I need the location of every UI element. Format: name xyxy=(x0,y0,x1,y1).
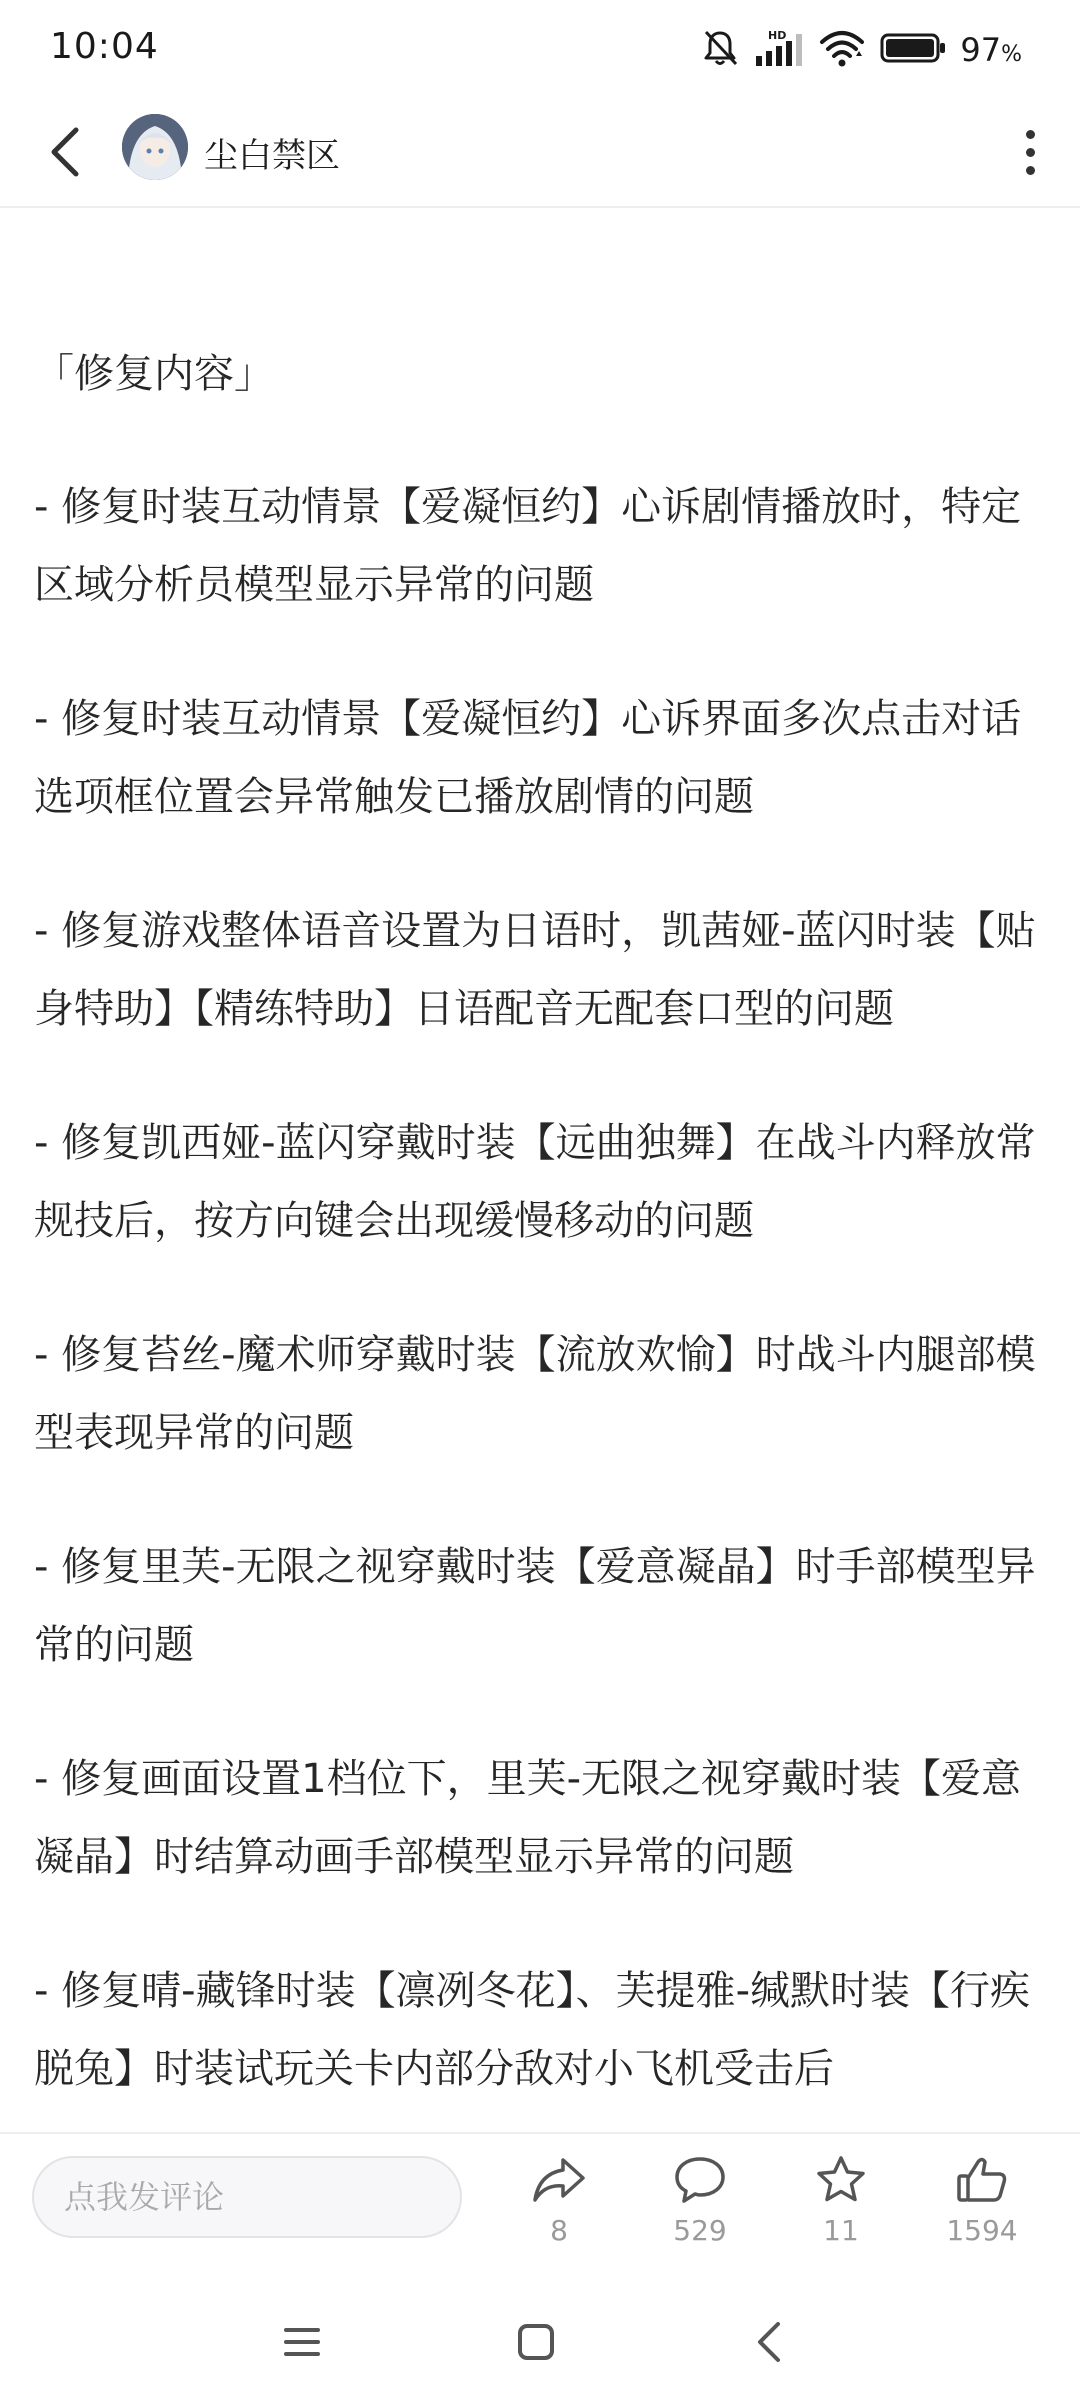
section-title: 「修复内容」 xyxy=(34,351,274,397)
article-paragraph: - 修复凯西娅-蓝闪穿戴时装【远曲独舞】在战斗内释放常规技后，按方向键会出现缓慢移动的问题 xyxy=(34,1120,1036,1244)
more-vertical-icon-dot xyxy=(1026,166,1035,175)
like-button[interactable] xyxy=(922,2154,1042,2247)
author-name[interactable]: 尘白禁区 xyxy=(204,136,340,176)
comment-button[interactable] xyxy=(640,2154,760,2247)
battery-percent-unit: % xyxy=(1001,42,1022,67)
cellular-signal-icon xyxy=(754,28,804,72)
article-content xyxy=(34,206,1054,2132)
share-count: 8 xyxy=(550,2214,568,2247)
article-paragraph: - 修复苔丝-魔术师穿戴时装【流放欢愉】时战斗内腿部模型表现异常的问题 xyxy=(34,1332,1036,1456)
chevron-left-icon xyxy=(46,124,86,180)
article-paragraph: - 修复时装互动情景【爱凝恒约】心诉界面多次点击对话选项框位置会异常触发已播放剧情的问题 xyxy=(34,696,1022,820)
battery-percent-value: 97 xyxy=(960,31,1002,69)
nav-menu-button[interactable] xyxy=(262,2304,342,2380)
comment-input[interactable]: 点我发评论 xyxy=(32,2156,462,2238)
more-vertical-icon xyxy=(1026,130,1035,139)
article-paragraph: - 修复时装互动情景【爱凝恒约】心诉剧情播放时，特定区域分析员模型显示异常的问题 xyxy=(34,484,1022,608)
article-paragraph: - 修复游戏整体语音设置为日语时，凯茜娅-蓝闪时装【贴身特助】【精练特助】日语配音无配套口型的问题 xyxy=(34,908,1036,1032)
network-badge: HD xyxy=(768,29,787,42)
comment-count: 529 xyxy=(673,2214,727,2247)
article-paragraph: - 修复画面设置1档位下，里芙-无限之视穿戴时装【爱意凝晶】时结算动画手部模型显示异常的问题 xyxy=(34,1756,1022,1880)
avatar[interactable] xyxy=(122,114,188,180)
article-paragraph: - 修复里芙-无限之视穿戴时装【爱意凝晶】时手部模型异常的问题 xyxy=(34,1544,1036,1668)
status-bar xyxy=(0,0,1080,100)
back-icon xyxy=(750,2320,790,2364)
more-options-button[interactable] xyxy=(1010,118,1050,186)
like-count: 1594 xyxy=(946,2214,1018,2247)
favorite-count: 11 xyxy=(823,2214,859,2247)
favorite-button[interactable] xyxy=(781,2154,901,2247)
star-icon xyxy=(813,2154,869,2206)
more-vertical-icon-dot xyxy=(1026,148,1035,157)
share-icon xyxy=(531,2154,587,2206)
status-time: 10:04 xyxy=(50,26,159,67)
comment-bubble-icon xyxy=(672,2154,728,2206)
system-nav-bar xyxy=(0,2282,1080,2400)
thumbs-up-icon xyxy=(954,2154,1010,2206)
battery-icon xyxy=(880,31,946,69)
home-square-icon xyxy=(516,2322,556,2362)
battery-percent xyxy=(960,31,1022,69)
wifi-icon xyxy=(818,28,866,72)
mute-bell-icon xyxy=(700,28,740,72)
article-paragraph: - 修复晴-藏锋时装【凛冽冬花】、芙提雅-缄默时装【行疾脱兔】时装试玩关卡内部分敌对小飞机受击后 xyxy=(34,1968,1031,2092)
back-button[interactable] xyxy=(36,122,96,182)
nav-back-button[interactable] xyxy=(730,2304,810,2380)
post-header xyxy=(0,100,1080,208)
share-button[interactable] xyxy=(499,2154,619,2247)
menu-icon xyxy=(282,2322,322,2362)
action-bar xyxy=(0,2132,1080,2284)
status-icons xyxy=(700,28,1022,72)
nav-home-button[interactable] xyxy=(496,2304,576,2380)
